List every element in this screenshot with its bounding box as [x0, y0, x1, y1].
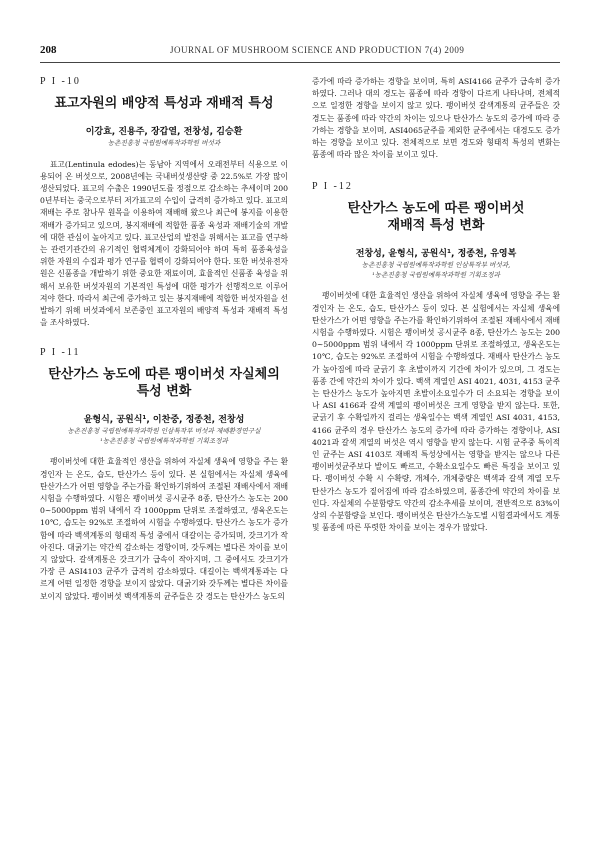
abstract-p10	[40, 76, 288, 329]
abstract-body-continued: 증가에 따라 증가하는 경향을 보이며, 특히 ASI4166 균주가 급속히 증가하였다. 그러나 대의 경도는 품종에 따라 경향이 다르게 나타나며, 전체적으로 일정한 경향을 보이지 않고 있다. 팽이버섯 갈색계통의 균주들은 갓 경도는 품종에 따라 약간의 차이는 있으나 탄산가스 농도의 증가에 따라 증가하는 경향을 보이며, ASI4065균주를 제외한 균주에서는 대경도도 증가하는 경향을 보이고 있다. 전체적으로 보면 경도와 형태적 특성의 변화는 품종에 따라 많은 차이를 보이고 있다.	[312, 77, 560, 160]
header-rule	[40, 62, 560, 63]
left-column	[40, 76, 288, 621]
section-code: P I -11	[40, 347, 81, 359]
affiliation	[312, 261, 560, 280]
author-list: 윤형식, 공원식¹, 이찬중, 정종천, 전창성	[83, 415, 245, 426]
affiliation-line: 농촌진흥청 국립원예특작과학원 인삼특작부 버섯과 재배환경연구실	[67, 427, 261, 436]
affiliation: 농촌진흥청 국립원예특작과학원 버섯과	[107, 139, 221, 147]
affiliation-line: 농촌진흥청 국립원예특작과학원 인삼특작부 버섯과,	[361, 261, 511, 270]
right-column	[312, 76, 560, 552]
title-line: 재배적 특성 변화	[387, 218, 485, 234]
section-code: P I -12	[312, 181, 353, 193]
title-line: 탄산가스 농도에 따른 팽이버섯	[347, 201, 525, 217]
author-list: 전창성, 윤형식, 공원식¹, 정종천, 유영복	[355, 249, 517, 260]
affiliation-line: ¹농촌진흥청 국립원예특작과학원 기획조정과	[372, 270, 500, 279]
section-code: P I -10	[40, 76, 81, 87]
abstract-body: 팽이버섯에 대한 효율적인 생산을 위하여 자실체 생육에 영향을 주는 환경인자 는 온도, 습도, 탄산가스 등이 있다. 본 실험에서는 자실체 생육에 탄산가스가 어떤 영향을 주는가를 확인하기위하여 조절된 재배사에서 재배시험을 수행하였다. 시험은 팽이버섯 공시균주 8종, 탄산가스 농도는 2000~5000ppm 범위 내에서 각 1000ppm 단위로 조절하였고, 생육온도는 10℃, 습도는 92%로 조절하여 시험을 수행하였다. 재배사 탄산가스 농도가 높아짐에 따라 균긁기 후 초발이까지 기간에 차이가 있으며, 그 경도는 품종 간에 약간의 차이가 있다. 백색 계열인 ASI 4021, 4031, 4153 균주는 탄산가스 농도가 높아지면 초발이소요일수가 더 소요되는 경향을 보이나 ASI 4166과 갈색 계열의 팽이버섯은 크게 영향을 받지 않는다. 또한, 균긁기 후 수확일까지 걸리는 생육일수는 백색 계열인 ASI 4031, 4153, 4166 균주의 경우 탄산가스 농도의 증가에 따라 증가하는 경향이나, ASI 4021과 갈색 계열의 버섯은 역시 영향을 받지 않는다. 시험 균주중 특이적인 균주는 ASI 4103로 재배적 특성상에서는 영향을 받지는 않으나 다른 팽이버섯균주보다 발이도 빠르고, 수확소요일수도 빠른 특징을 보이고 있다. 팽이버섯 수확 시 수확량, 개체수, 개체중량은 백색과 갈색 계열 모두 탄산가스 농도가 짙어짐에 따라 감소하였으며, 품종간에 약간의 차이를 보인다. 자실체의 수분함량도 약간의 감소추세를 보이며, 전반적으로 83%이상의 수분함량을 보인다. 팽이버섯은 탄산가스농도별 시험결과에서도 계통 및 품종에 따른 뚜렷한 차이를 보이는 경우가 많았다.	[312, 291, 560, 533]
affiliation-line: ¹농촌진흥청 국립원예특작과학원 기획조정과	[100, 436, 228, 445]
abstract-p11	[40, 347, 288, 602]
affiliation	[40, 427, 288, 446]
page-header	[0, 44, 600, 68]
abstract-title	[312, 200, 560, 234]
abstract-body: 표고(Lentinula edodes)는 동남아 지역에서 오래전부터 식용으로 이용되어 온 버섯으로, 2008년에는 국내버섯생산량 중 22.5%로 가장 많이 생산되었다. 표고의 수출은 1990년도를 정점으로 감소하는 추세이며 2000년부터는 중국으로부터 저가표고의 수입이 급격히 증가하고 있다. 표고의 재배는 주로 참나무 원목을 이용하여 재배해 왔으나 최근에 봉지를 이용한 재배가 증가되고 있으며, 봉지재배에 적합한 품종 육성과 재배기술의 개발에 대한 관심이 높아지고 있다. 표고산업의 발전을 위해서는 표고를 연구하는 관련기관간의 유기적인 협력체계이 강화되어야 하며 특히 품종육성을 위한 자원의 수집과 평가 연구를 협력이 강화되어야 한다. 또한 버섯유전자원은 신품종을 개발하기 위한 중요한 재료이며, 효율적인 신품종 육성을 위해서 보유한 버섯자원의 기본적인 특성에 대한 평가가 선행적으로 이루어져야 한다. 따라서 최근에 증가하고 있는 봉지재배에 적합한 버섯자원을 선발하기 위해 버섯과에서 보존중인 표고자원의 배양적 특성과 재배적 특성을 조사하였다.	[40, 159, 288, 328]
abstract-p12	[312, 181, 560, 534]
abstract-title: 탄산가스 농도에 따른 팽이버섯 자실체의 특성 변화	[48, 367, 280, 400]
abstract-title: 표고자원의 배양적 특성과 재배적 특성	[54, 96, 274, 111]
page-number: 208	[40, 44, 57, 56]
abstract-body: 팽이버섯에 대한 효율적인 생산을 위하여 자실체 생육에 영향을 주는 환경인자 는 온도, 습도, 탄산가스 등이 있다. 본 실험에서는 자실체 생육에 탄산가스가 어떤 영향을 주는가를 확인하기위하여 조절된 재배사에서 재배시험을 수행하였다. 시험은 팽이버섯 공시균주 8종, 탄산가스 농도는 2000~5000ppm 범위 내에서 각 1000ppm 단위로 조절하였고, 생육온도는 10℃, 습도는 92%로 조절하여 시험을 수행하였다. 탄산가스 농도가 증가함에 따라 백색계통의 형태적 특성 중에서 대갈이는 증가되며, 갓크기가 작아진다. 대굵기는 약간씩 감소하는 경향이며, 갓두께는 별다른 차이를 보이지 않았다. 갈색계통은 갓크기가 급속이 작아지며, 그 중에서도 갓크기가 가장 큰 ASI4103 균주가 급격히 감소하였다. 대길이는 백색계통과는 다르게 어떤 일정한 경향을 보이지 않았다. 대굵기와 갓두께는 별다른 차이를 보이지 않았다. 팽이버섯 백색계통의 균주들은 갓 경도는 탄산가스 농도의	[40, 457, 288, 601]
journal-title: JOURNAL OF MUSHROOM SCIENCE AND PRODUCTION 7(4) 2009	[170, 45, 465, 55]
author-list: 이강효, 진용주, 장갑열, 전창성, 김승환	[85, 127, 243, 137]
